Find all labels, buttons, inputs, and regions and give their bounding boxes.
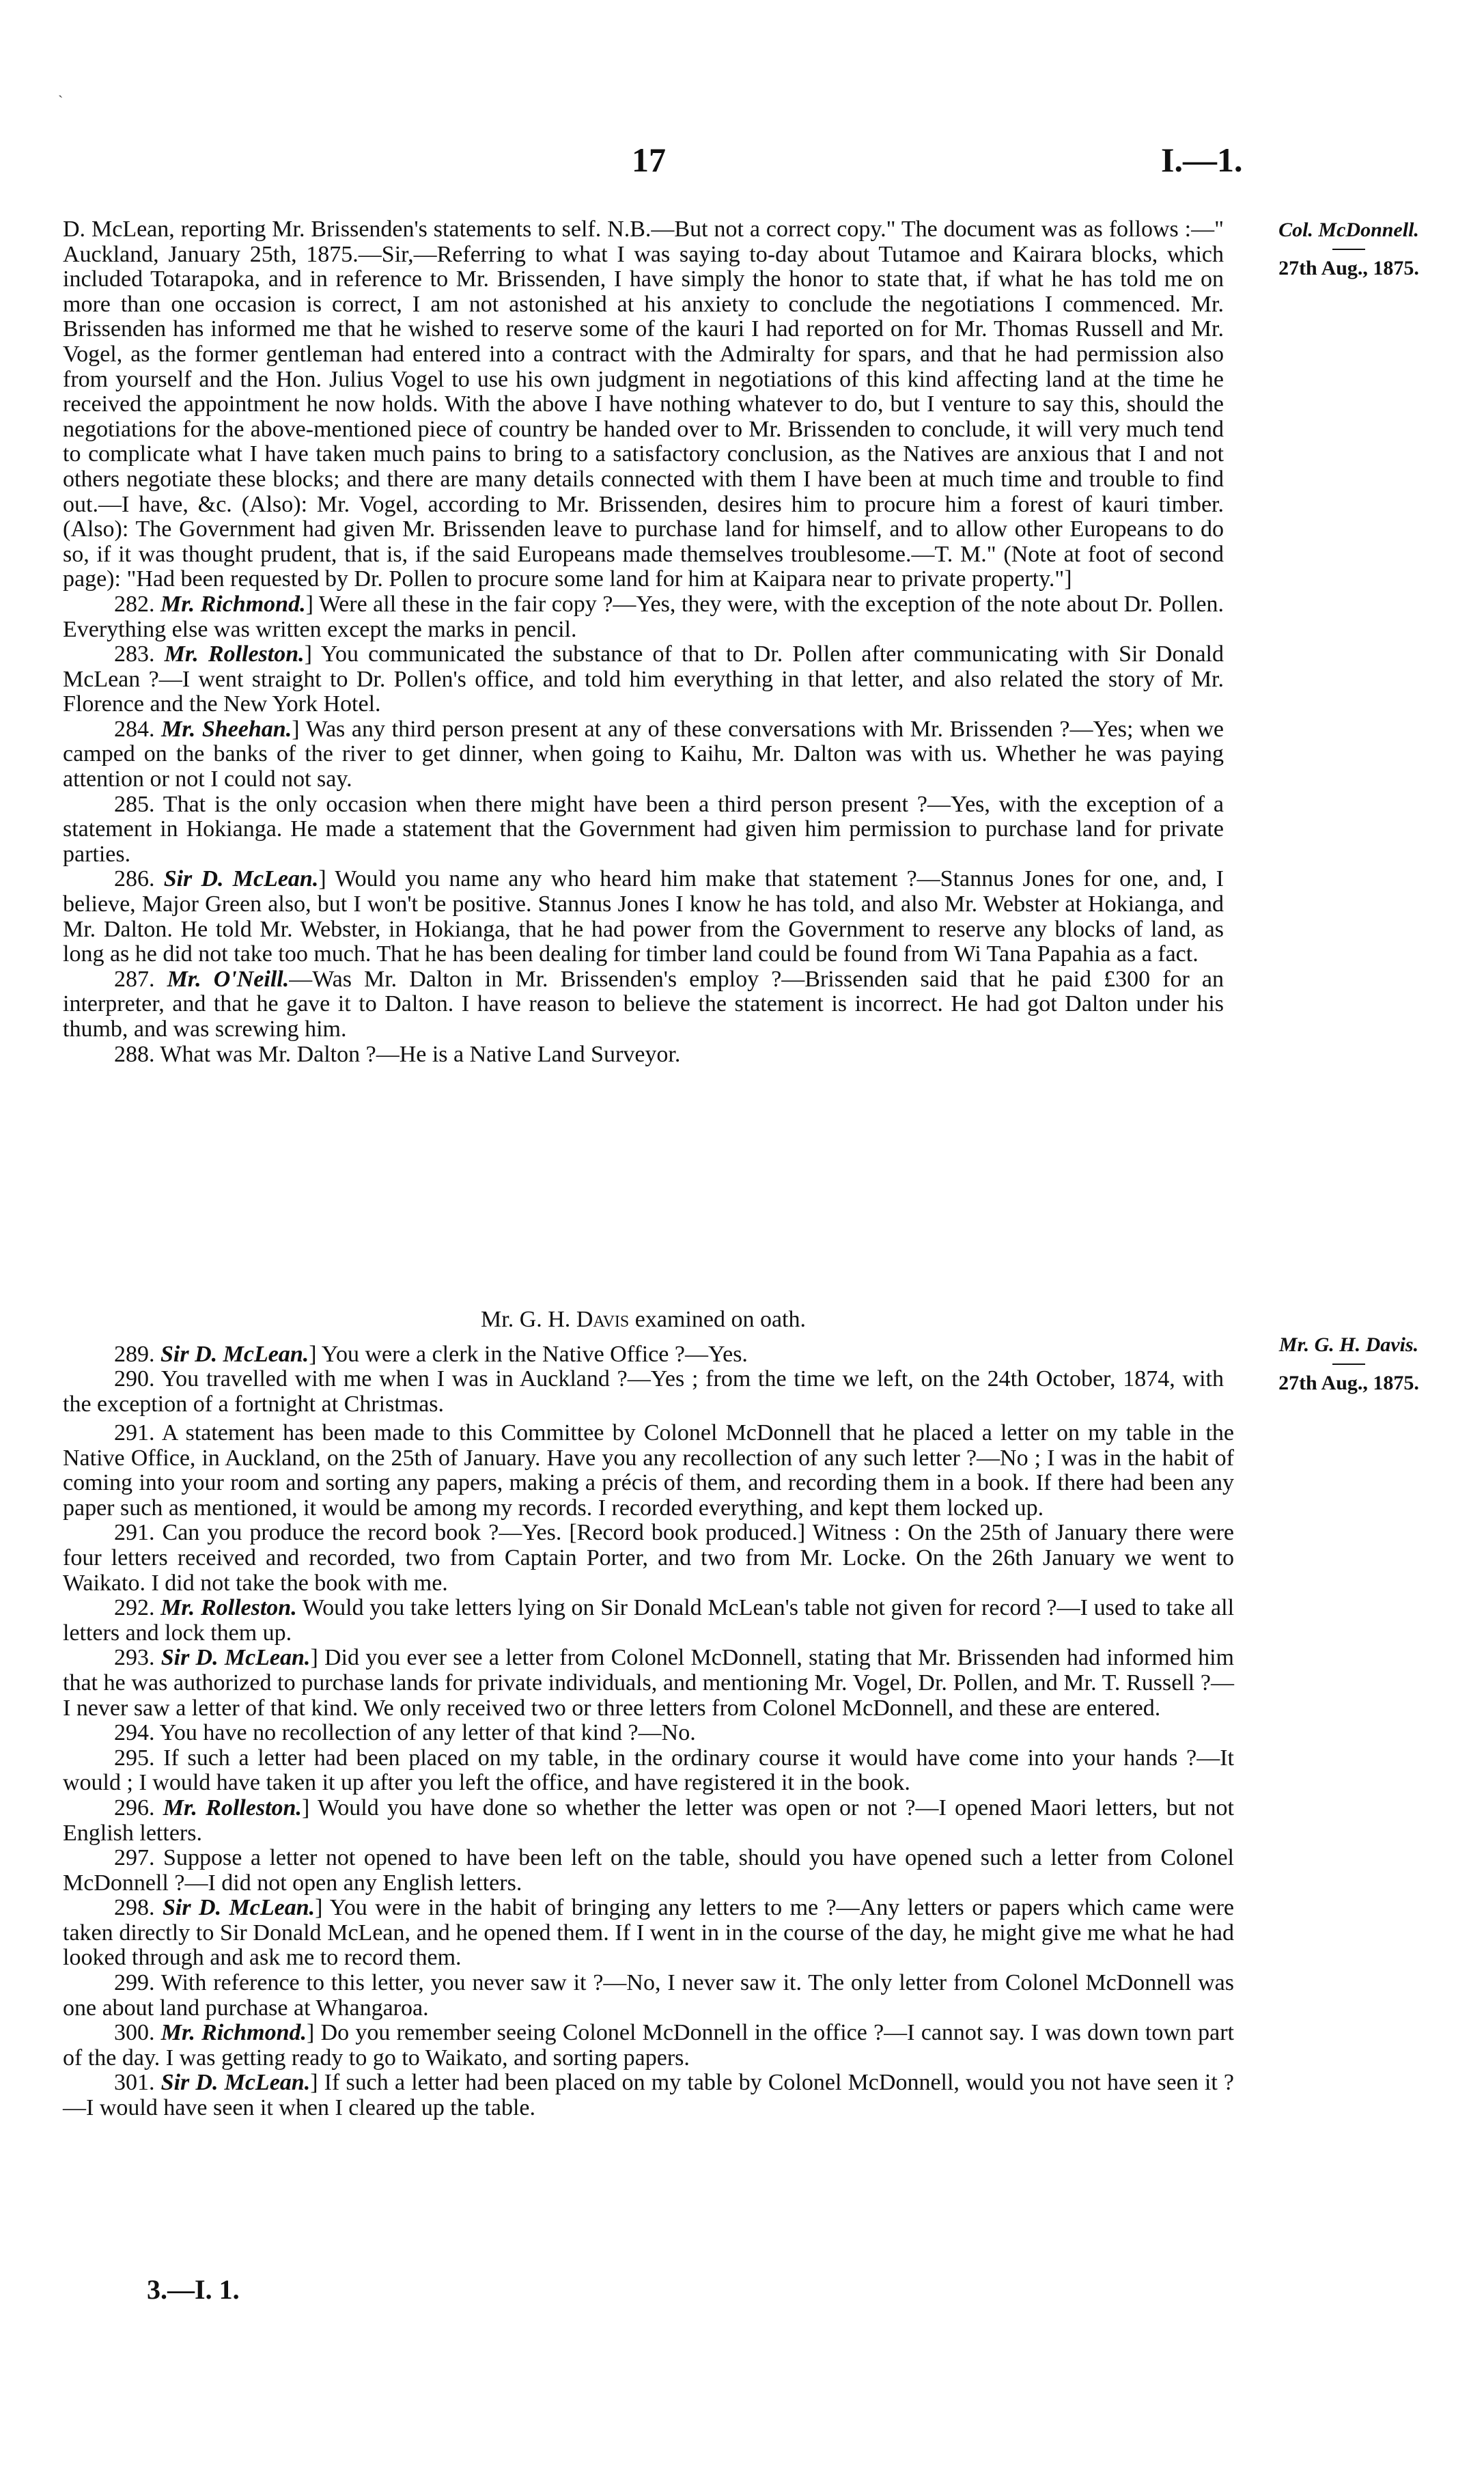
testimony-paragraph bbox=[63, 1796, 1234, 1846]
testimony-paragraph bbox=[63, 1721, 1234, 1746]
question-number: 284. bbox=[114, 716, 155, 742]
speaker-name: Sir D. McLean. bbox=[162, 1895, 316, 1921]
question-number: 291. bbox=[114, 1420, 155, 1445]
page-number: 17 bbox=[632, 141, 666, 179]
testimony-paragraph bbox=[63, 592, 1224, 642]
question-number: 297. bbox=[114, 1845, 155, 1871]
testimony-paragraph bbox=[63, 642, 1224, 717]
testimony-paragraph bbox=[63, 792, 1224, 868]
testimony-paragraph bbox=[63, 1367, 1224, 1417]
speaker-name: Mr. Rolleston. bbox=[160, 1595, 297, 1621]
paragraph-text: ] If such a letter had been placed on my table by Colonel McDonnell, would you not have seen it ?—I would have seen it when I cleared up the table. bbox=[63, 2070, 1235, 2121]
question-number: 295. bbox=[114, 1745, 155, 1771]
question-number: 282. bbox=[114, 591, 155, 617]
testimony-paragraph bbox=[63, 1746, 1234, 1796]
heading-prefix: Mr. G. H. bbox=[481, 1307, 576, 1332]
testimony-paragraph bbox=[63, 2071, 1234, 2120]
paragraph-text: D. McLean, reporting Mr. Brissenden's statements to self. N.B.—But not a correct copy." The document was as follows :—" Auckland, January 25th, 1875.—Sir,—Referring to what I was saying to-day about Tutamoe and Kairara blocks, which included Totarapoka, and in reference to Mr. Brissenden, I have simply the honor to state that, if what he has told me on more than one occasion is correct, I am not astonished at his anxiety to conclude the negotiations I commenced. Mr. Brissenden has informed me that he wished to reserve some of the kauri I had reported on for Mr. Thomas Russell and Mr. Vogel, as the former gentleman had entered into a contract with the Admiralty for spars, and that he had permission also from yourself and the Hon. Julius Vogel to use his own judgment in negotiations of this kind affecting land at the time he received the appointment he now holds. With the above I have nothing whatever to do, but I venture to say this, should the negotiations for the above-mentioned piece of country be handed over to Mr. Brissenden to conclude, it will very much tend to complicate what I have taken much pains to bring to a satisfactory conclusion, as the Natives are anxious that I and not others negotiate these blocks; and there are many details connected with them I have been at much time and trouble to find out.—I have, &c. (Also): Mr. Vogel, according to Mr. Brissenden, desires him to procure him a forest of kauri timber. (Also): The Government had given Mr. Brissenden leave to purchase land for himself, and to allow other Europeans to do so, if it was thought prudent, that is, if the said Europeans made themselves troublesome.—T. M." (Note at foot of second page): "Had been requested by Dr. Pollen to procure some land for him at Kaipara near to private property."] bbox=[63, 217, 1224, 592]
body-bottom-b bbox=[63, 1421, 1234, 2121]
paragraph-text: ] Would you name any who heard him make that statement ?—Stannus Jones for one, and, I believe, Major Green also, but I won't be positive. Stannus Jones I know he has told, and also Mr. Webster at Hokianga, and Mr. Dalton. He told Mr. Webster, in Hokianga, that he had power from the Government to reserve any blocks of land, as long as he did not take too much. That he has been dealing for timber land could be found from Wi Tana Papahia as a fact. bbox=[63, 866, 1224, 967]
speaker-name: Mr. Richmond. bbox=[160, 2020, 307, 2046]
testimony-paragraph bbox=[63, 1042, 1224, 1068]
paragraph-text: With reference to this letter, you never saw it ?—No, I never saw it. The only letter from Colonel McDonnell was one about land purchase at Whangaroa. bbox=[63, 1970, 1234, 2021]
question-number: 298. bbox=[114, 1895, 155, 1921]
signature: 3.—I. 1. bbox=[147, 2274, 240, 2305]
paragraph-text: ] You were a clerk in the Native Office ?—Yes. bbox=[309, 1341, 748, 1367]
question-number: 293. bbox=[114, 1645, 155, 1671]
testimony-paragraph bbox=[63, 1521, 1234, 1596]
paragraph-text: You travelled with me when I was in Auckland ?—Yes ; from the time we left, on the 24th October, 1874, with the exception of a fortnight at Christmas. bbox=[63, 1366, 1224, 1417]
paragraph-text: ] Were all these in the fair copy ?—Yes, they were, with the exception of the note about Dr. Pollen. Everything else was written except the marks in pencil. bbox=[63, 591, 1224, 642]
speaker-name: Sir D. McLean. bbox=[160, 1341, 309, 1367]
testimony-paragraph bbox=[63, 1596, 1234, 1646]
speaker-name: Mr. Rolleston. bbox=[164, 641, 305, 667]
paragraph-text: ] Did you ever see a letter from Colonel McDonnell, stating that Mr. Brissenden had informed him that he was authorized to purchase lands for private individuals, and mentioning Mr. Vogel, Dr. Pollen, and Mr. T. Russell ?—I never saw a letter of that kind. We only received two or three letters from Colonel McDonnell, and these are entered. bbox=[63, 1645, 1234, 1721]
paragraph-text: Can you produce the record book ?—Yes. [Record book produced.] Witness : On the 25th of January there were four letters received and recorded, two from Captain Porter, and two from Mr. Locke. On the 26th January we went to Waikato. I did not take the book with me. bbox=[63, 1520, 1235, 1596]
section-heading bbox=[63, 1307, 1224, 1333]
question-number: 292. bbox=[114, 1595, 155, 1621]
body-top bbox=[63, 217, 1224, 1067]
testimony-paragraph bbox=[63, 217, 1224, 592]
paragraph-text: That is the only occasion when there might have been a third person present ?—Yes, with the exception of a statement in Hokianga. He made a statement that the Government had given him permission to purchase land for private parties. bbox=[63, 791, 1224, 867]
speaker-name: Sir D. McLean. bbox=[160, 2070, 311, 2096]
speaker-name: Sir D. McLean. bbox=[160, 1645, 311, 1671]
speaker-name: Mr. Richmond. bbox=[160, 591, 306, 617]
paragraph-text: —Was Mr. Dalton in Mr. Brissenden's employ ?—Brissenden said that he paid £300 for an interpreter, and that he gave it to Dalton. I have reason to believe the statement is incorrect. He had got Dalton under his thumb, and was screwing him. bbox=[63, 966, 1224, 1042]
page-code: I.—1. bbox=[1161, 141, 1243, 179]
testimony-paragraph bbox=[63, 1421, 1234, 1521]
paragraph-text: ] Would you have done so whether the letter was open or not ?—I opened Maori letters, but not English letters. bbox=[63, 1795, 1234, 1846]
question-number: 285. bbox=[114, 791, 155, 817]
paragraph-text: If such a letter had been placed on my table, in the ordinary course it would have come into your hands ?—It would ; I would have taken it up after you left the office, and have registered it in the book. bbox=[63, 1745, 1234, 1796]
question-number: 283. bbox=[114, 641, 155, 667]
question-number: 294. bbox=[114, 1720, 155, 1746]
question-number: 289. bbox=[114, 1341, 155, 1367]
margin-note-rule bbox=[1332, 249, 1365, 250]
testimony-paragraph bbox=[63, 1342, 1224, 1368]
testimony-paragraph bbox=[63, 967, 1224, 1042]
paragraph-text: What was Mr. Dalton ?—He is a Native Land Surveyor. bbox=[160, 1041, 681, 1067]
paragraph-text: You have no recollection of any letter of that kind ?—No. bbox=[159, 1720, 696, 1746]
margin-note-name: Col. McDonnell. bbox=[1278, 219, 1419, 241]
speaker-name: Sir D. McLean. bbox=[163, 866, 319, 892]
paragraph-text: Would you take letters lying on Sir Donald McLean's table not given for record ?—I used to take all letters and lock them up. bbox=[63, 1595, 1235, 1646]
question-number: 287. bbox=[114, 966, 155, 992]
margin-note-date: 27th Aug., 1875. bbox=[1278, 257, 1419, 279]
stray-mark: ` bbox=[58, 92, 64, 109]
margin-note bbox=[1233, 1332, 1465, 1396]
margin-note-date: 27th Aug., 1875. bbox=[1278, 1372, 1419, 1394]
question-number: 300. bbox=[114, 2020, 155, 2046]
testimony-paragraph bbox=[63, 1846, 1234, 1896]
speaker-name: Mr. Sheehan. bbox=[161, 716, 292, 742]
body-bottom-a bbox=[63, 1298, 1224, 1417]
paragraph-text: ] You communicated the substance of that to Dr. Pollen after communicating with Sir Donald McLean ?—I went straight to Dr. Pollen's office, and told him everything in that letter, and also related the story of Mr. Florence and the New York Hotel. bbox=[63, 641, 1224, 717]
heading-name: Davis bbox=[576, 1307, 630, 1332]
speaker-name: Mr. O'Neill. bbox=[167, 966, 290, 992]
question-number: 299. bbox=[114, 1970, 155, 1996]
testimony-paragraph bbox=[63, 2021, 1234, 2071]
margin-note-name: Mr. G. H. Davis. bbox=[1278, 1333, 1419, 1356]
testimony-paragraph bbox=[63, 717, 1224, 792]
margin-note bbox=[1233, 217, 1465, 281]
question-number: 286. bbox=[114, 866, 155, 892]
heading-suffix: examined on oath. bbox=[629, 1307, 806, 1332]
paragraph-text: ] You were in the habit of bringing any letters to me ?—Any letters or papers which came were taken directly to Sir Donald McLean, and he opened them. If I went in in the course of the day, he might give me what he had looked through and ask me to record them. bbox=[63, 1895, 1234, 1971]
testimony-paragraph bbox=[63, 867, 1224, 967]
qa-list bbox=[63, 1342, 1224, 1417]
question-number: 296. bbox=[114, 1795, 155, 1821]
question-number: 290. bbox=[114, 1366, 155, 1392]
testimony-paragraph bbox=[63, 1896, 1234, 1971]
question-number: 288. bbox=[114, 1041, 155, 1067]
question-number: 291. bbox=[114, 1520, 155, 1546]
paragraph-text: A statement has been made to this Committee by Colonel McDonnell that he placed a letter on my table in the Native Office, in Auckland, on the 25th of January. Have you any recollection of any such letter ?—No ; I was in the habit of coming into your room and sorting any papers, making a précis of them, and recording them in a book. If there had been any paper such as mentioned, it would be among my records. I recorded everything, and kept them locked up. bbox=[63, 1420, 1234, 1521]
testimony-paragraph bbox=[63, 1646, 1234, 1721]
question-number: 301. bbox=[114, 2070, 155, 2096]
paragraph-text: ] Was any third person present at any of these conversations with Mr. Brissenden ?—Yes; when we camped on the banks of the river to get dinner, when going to Kaihu, Mr. Dalton was with us. Whether he was paying attention or not I could not say. bbox=[63, 716, 1224, 792]
testimony-paragraph bbox=[63, 1971, 1234, 2021]
paragraph-text: ] Do you remember seeing Colonel McDonnell in the office ?—I cannot say. I was down town part of the day. I was getting ready to go to Waikato, and sorting papers. bbox=[63, 2020, 1234, 2071]
paragraph-text: Suppose a letter not opened to have been left on the table, should you have opened such a letter from Colonel McDonnell ?—I did not open any English letters. bbox=[63, 1845, 1234, 1896]
margin-note-rule bbox=[1332, 1364, 1365, 1365]
speaker-name: Mr. Rolleston. bbox=[163, 1795, 302, 1821]
